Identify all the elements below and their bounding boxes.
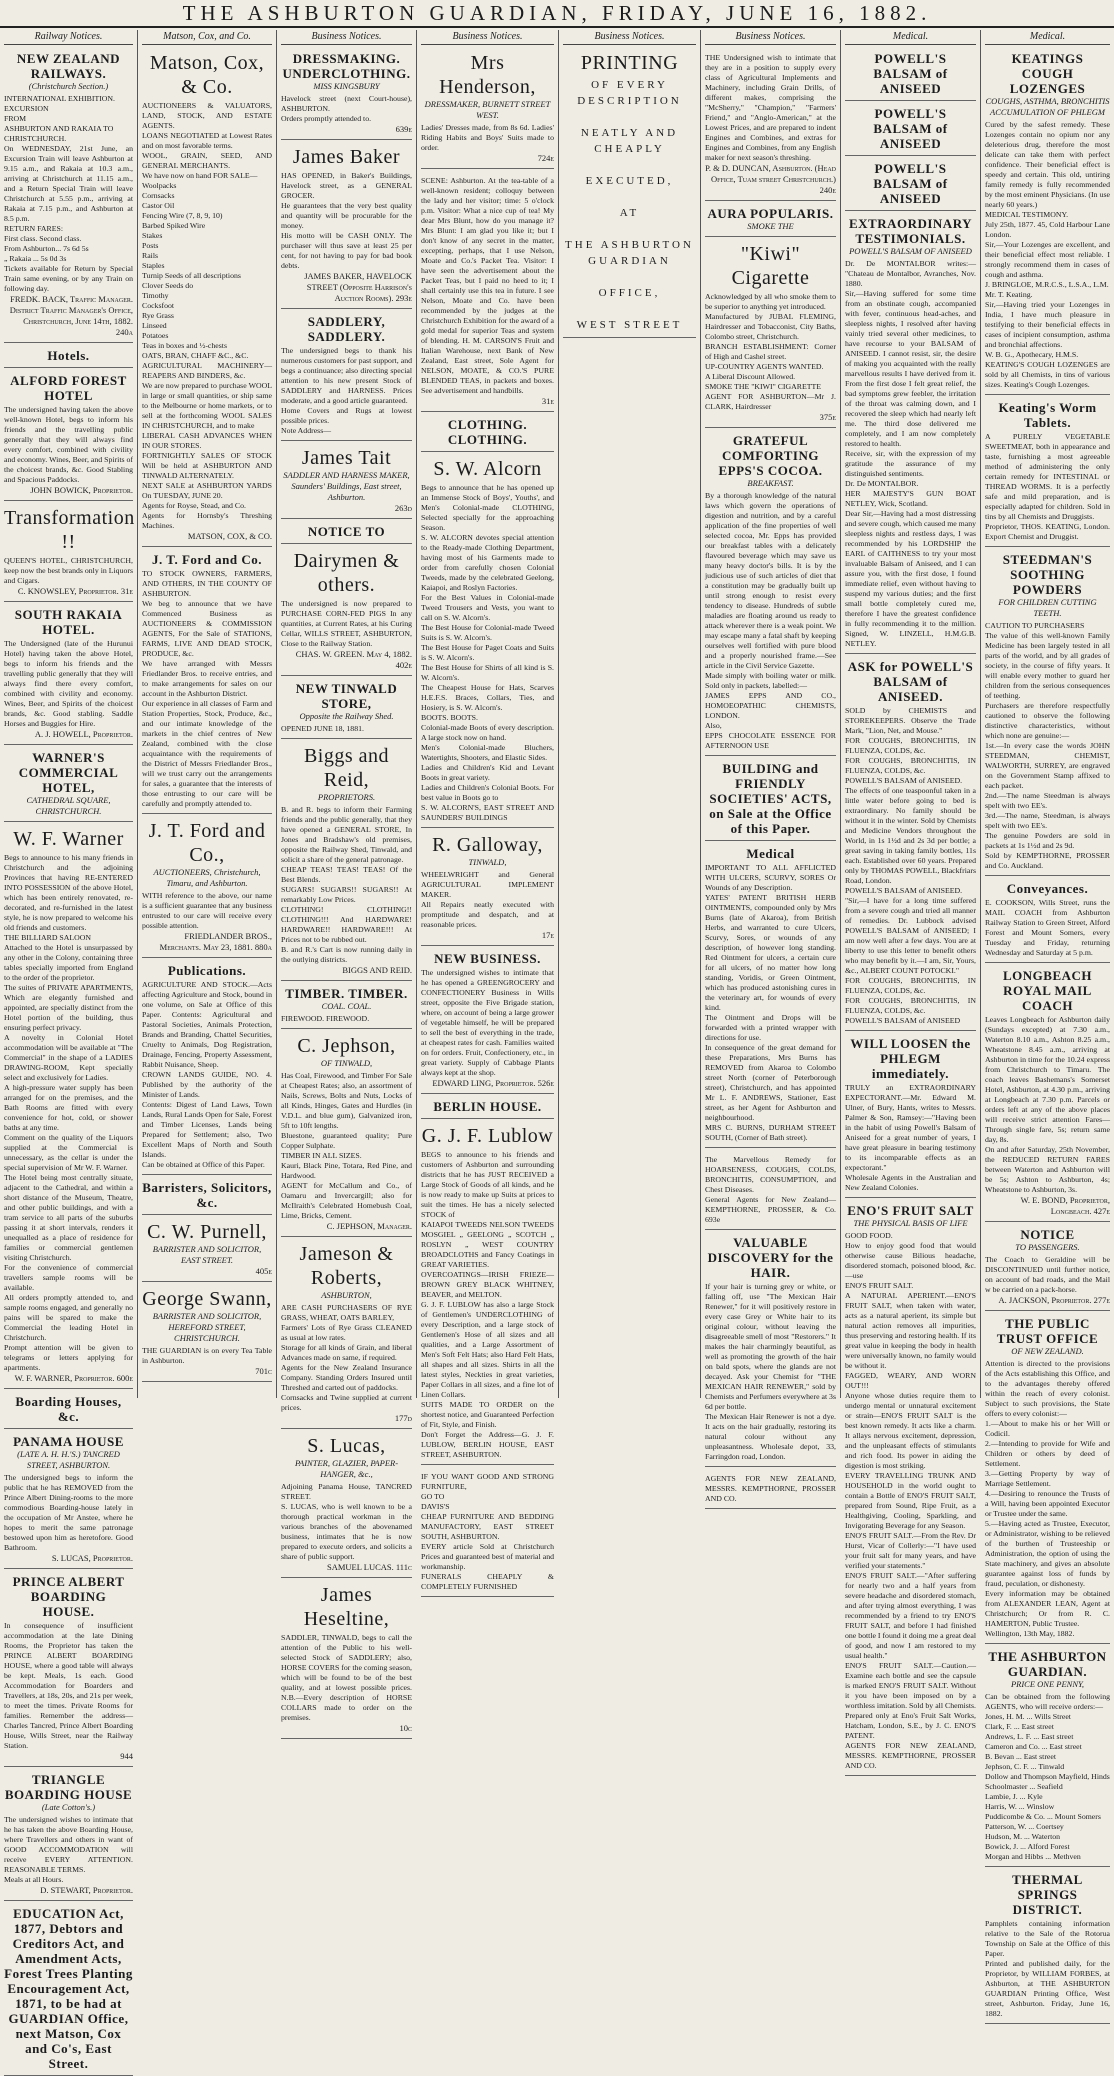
ad-title: W. F. Warner: [13, 828, 124, 850]
ad-signature: 944: [120, 1751, 133, 1761]
ad-title: Transformation !!: [4, 507, 135, 553]
advertisement: [142, 549, 272, 814]
column-8: [980, 30, 1114, 2018]
ad-subtitle: Opposite the Railway Shed.: [299, 711, 394, 721]
ad-signature: S. LUCAS, Proprietor.: [51, 1553, 133, 1563]
ad-signature: FRIEDLANDER BROS., Merchants. May 23, 1881. 880a: [159, 931, 272, 952]
ad-body: The Marvellous Remedy for HOARSENESS, COUGHS, COLDS, BRONCHITIS, CONSUMPTION, and Chest Diseases. General Agents for New Zealand—KEMPTHORNE, PROSSER, & Co. 693e: [705, 1155, 836, 1224]
advertisement: [281, 678, 412, 739]
ad-body: Adjoining Panama House, TANCRED STREET. S. LUCAS, who is well known to be a thorough practical workman in the various branches of the abovenamed business, intimates that he is now prepared to execute orders, and solicits a share of public support.: [281, 1482, 412, 1561]
advertisement: [985, 1313, 1110, 1644]
advertisement: [4, 1571, 133, 1767]
ad-title: Hotels.: [47, 348, 90, 363]
advertisement: [985, 1646, 1110, 1867]
advertisement: [281, 521, 412, 544]
ad-subtitle: (LATE A. H. H.'S.) TANCRED STREET, ASHBURTON.: [17, 1449, 120, 1470]
advertisement: [4, 1391, 133, 1429]
column-5: [558, 30, 700, 1398]
ad-title: NOTICE TO: [307, 524, 386, 539]
ad-signature: JAMES BAKER, HAVELOCK STREET (Opposite Harrison's Auction Rooms). 293e: [304, 271, 412, 303]
ad-body: THE GUARDIAN is on every Tea Table in Ashburton.: [142, 1346, 272, 1365]
advertisement: [142, 48, 272, 547]
ad-title: SOUTH RAKAIA HOTEL.: [14, 607, 123, 637]
ad-title: POWELL'S BALSAM of ANISEED: [873, 161, 948, 206]
ad-title: J. T. Ford and Co.: [151, 552, 262, 567]
ad-title: R. Galloway,: [432, 834, 543, 856]
ad-signature: 701c: [255, 1366, 272, 1376]
advertisement: [705, 1469, 836, 1509]
ad-body: OF EVERY DESCRIPTION NEATLY AND CHEAPLY EXECUTED, AT THE ASHBURTON GUARDIAN OFFICE, WEST STREET: [565, 79, 694, 331]
column-heading: Business Notices.: [563, 30, 696, 45]
advertisement: [4, 1903, 133, 2076]
advertisement: [845, 656, 976, 1031]
advertisement: [985, 878, 1110, 963]
ad-title: NEW ZEALAND RAILWAYS.: [16, 51, 121, 81]
ad-body: GOOD FOOD. How to enjoy good food that would otherwise cause Bilious headache, disordered stomach, poisoned blood, &c.—use ENO'S FRUIT SALT. A NATURAL APERIENT.—ENO'S FRUIT SALT, when taken with water, acts as a natural aperient, its simple but natural action removes all impurities, thus preserving and restoring health. If its great value in keeping the body in health were universally known, no family would be without it. FAGGED, WEARY, AND WORN OUT!!! Anyone whose duties require them to undergo mental or unnatural excitement or strain—ENO'S FRUIT SALT is the best known remedy. It acts like a charm. It allays nervous excitement, depression, and the unpleasant effects of stimulants and rich food. Its power in aiding the digestion is most striking. EVERY TRAVELLING TRUNK AND HOUSEHOLD in the world ought to contain a Bottle of ENO'S FRUIT SALT, prepared from Sound, Ripe Fruit, as a Healthgiving, Cooling, Sparkling, and Invigorating Beverage for any Season. ENO'S FRUIT SALT.—From the Rev. Dr Hurst, Vicar of Collerly:—"I have used your fruit salt for many years, and have verified your statements." ENO'S FRUIT SALT.—"After suffering for nearly two and a half years from severe headache and disordered stomach, and after trying almost everything, I was recommended by a friend to try ENO'S FRUIT SALT, and before I had finished one bottle I found it doing me a great deal of good, and now I am restored to my usual health." ENO'S FRUIT SALT.—Caution.—Examine each bottle and see the capsule is marked ENO'S FRUIT SALT. Without it you have been imposed on by a worthless imitation. Sold by all Chemists. Prepared only at Eno's Fruit Salt Works, Hatcham, London, S.E., by J. C. ENO'S PATENT. AGENTS FOR NEW ZEALAND, MESSRS. KEMPTHORNE, PROSSER AND CO.: [845, 1231, 976, 1770]
advertisement: [705, 843, 836, 1148]
advertisement: [281, 983, 412, 1029]
ad-title: AURA POPULARIS.: [707, 206, 834, 221]
ad-signature: 724e: [537, 153, 554, 163]
masthead-title: THE ASHBURTON GUARDIAN, FRIDAY, JUNE 16, 1882.: [182, 1, 932, 25]
advertisement: [281, 1239, 412, 1429]
ad-title: THE PUBLIC TRUST OFFICE: [996, 1316, 1099, 1346]
ad-title: PRINTING: [580, 52, 679, 74]
ad-subtitle: AUCTIONEERS, Christchurch, Timaru, and Ashburton.: [153, 867, 261, 888]
advertisement: [4, 370, 133, 501]
advertisement: [845, 48, 976, 101]
advertisement: [421, 48, 554, 169]
ad-signature: 639e: [395, 124, 412, 134]
advertisement: [4, 1769, 133, 1901]
ad-title: BUILDING and FRIENDLY SOCIETIES' ACTS, on Sale at the Office of this Paper.: [709, 761, 832, 836]
advertisement: [705, 430, 836, 756]
ad-title: VALUABLE DISCOVERY for the HAIR.: [707, 1235, 834, 1280]
advertisement: [4, 1431, 133, 1569]
ad-title: Mrs Henderson,: [439, 52, 536, 98]
ad-title: Dairymen & others.: [293, 550, 400, 596]
ad-subtitle: BARRISTER AND SOLICITOR, HEREFORD STREET, CHRISTCHURCH.: [152, 1311, 262, 1343]
column-heading: Medical.: [845, 30, 976, 45]
ad-subtitle: COUGHS, ASTHMA, BRONCHITIS ACCUMULATION OF PHLEGM: [985, 96, 1110, 117]
advertisement: [4, 503, 133, 602]
ad-signature: 10c: [399, 1723, 412, 1733]
ad-body: The undersigned wishes to intimate that he has opened a GREENGROCERY and CONFECTIONERY Business in Wills street, opposite the Five Brigade station, where, on account of being a large grower of vegetable himself, he will be prepared to sell the best of everything in the trade, at cheapest rates for cash. Families waited on for orders. Fruit, Confectionery, etc., in great variety. Supply of Cabbage Plants always kept at the shop.: [421, 968, 554, 1077]
advertisement: [985, 1224, 1110, 1311]
column-heading: Matson, Cox, and Co.: [142, 30, 272, 45]
advertisement: [845, 103, 976, 156]
advertisement: [4, 747, 133, 822]
ad-signature: D. STEWART, Proprietor.: [40, 1885, 133, 1895]
ad-body: Cured by the safest remedy. These Lozenges contain no opium nor any deleterious drug, therefore the most delicate can take them with perfect confidence. Their beneficial effect is speedy and certain. This old, untiring family remedy is fully recommended by the most eminent Physicians. (In use nearly 60 years.) MEDICAL TESTIMONY. July 25th, 1877. 45, Cold Harbour Lane London. Sir,—Your Lozenges are excellent, and their beneficial effect most reliable. I strongly recommend them in cases of cough and asthma. J. BRINGLOE, M.R.C.S., L.S.A., L.M. Mr. T. Keating. Sir,—Having tried your Lozenges in India, I have much pleasure in testifying to their beneficial effects in cases of incipient consumption, asthma and bronchial affections. W. B. G., Apothecary, H.M.S. KEATING'S COUGH LOZENGES are sold by all Chemists, in tins of various sizes. Keating's Cough Lozenges.: [985, 120, 1110, 389]
advertisement: [421, 1467, 554, 1597]
ad-subtitle: ASHBURTON,: [321, 1290, 372, 1300]
ad-subtitle: SMOKE THE: [747, 221, 794, 231]
ad-subtitle: DRESSMAKER, BURNETT STREET WEST.: [424, 99, 551, 120]
ad-title: James Heseltine,: [303, 1584, 390, 1630]
ad-title: S. W. Alcorn: [433, 458, 542, 480]
advertisement: [421, 414, 554, 452]
column-heading: Railway Notices.: [4, 30, 133, 45]
advertisement: [281, 48, 412, 140]
ad-subtitle: SADDLER AND HARNESS MAKER, Saunders' Buildings, East street, Ashburton.: [283, 470, 410, 502]
advertisement: [421, 830, 554, 946]
ad-title: WARNER'S COMMERCIAL HOTEL,: [18, 750, 119, 795]
column-6: [700, 30, 840, 1503]
ad-body: E. COOKSON, Wills Street, runs the MAIL COACH from Ashburton Railway Station to Green Street, Alford Forest and Mount Somers, every Tuesday and Friday, returning Wednesday and Saturday at 5 p.m.: [985, 898, 1110, 957]
ad-signature: 375e: [819, 412, 836, 422]
ad-title: James Baker: [292, 146, 401, 168]
ad-body: Leaves Longbeach for Ashburton daily (Sundays excepted) at 7.30 a.m., Waterton 8.10 a.m., Ashton 8.25 a.m., Wheatstone 8.45 a.m., arriving at Ashburton in time for the 10.24 express from Christchurch to Timaru. The coach leaves Bashemans's Somerset Hotel, Ashburton, at 4.30 p.m., arriving at Longbeach at 7.30 p.m. Parcels or orders left at any of the above places will receive strict attention Fares—Through single fare, 5s; return same day, 8s. On and after Saturday, 25th November, the REDUCED RETURN FARES between Waterton and Ashburton will be 5s; Ashton to Ashburton, 4s; Wheatstone to Ashburton, 3s.: [985, 1015, 1110, 1194]
advertisement: [985, 1869, 1110, 2024]
ad-body: The undersigned is now prepared to PURCHASE CORN-FED PIGS In any quantities, at Current Rates, at his Curing Cellar, WILLS STREET, ASHBURTON, Close to the Railway Station.: [281, 599, 412, 648]
advertisement: [142, 816, 272, 958]
ad-title: LONGBEACH ROYAL MAIL COACH: [1002, 968, 1092, 1013]
ad-body: IF YOU WANT GOOD AND STRONG FURNITURE, GO TO DAVIS'S CHEAP FURNITURE AND BEDDING MANUFACTORY, EAST STREET SOUTH, ASHBURTON. EVERY article Sold at Christchurch Prices and guaranteed best of material and workmanship. FUNERALS CHEAPLY & COMPLETELY FURNISHED: [421, 1472, 554, 1591]
ad-title: C. W. Purnell,: [147, 1221, 267, 1243]
ad-signature: JOHN BOWICK, Proprietor.: [30, 485, 133, 495]
ad-title: TIMBER. TIMBER.: [285, 986, 408, 1001]
ad-subtitle: (Late Cotton's.): [41, 1802, 96, 1812]
ad-title: S. Lucas,: [307, 1435, 386, 1457]
advertisement: [142, 960, 272, 1175]
advertisement: [845, 213, 976, 654]
ad-title: Barristers, Solicitors, &c.: [142, 1180, 272, 1210]
ad-body: Dr. De MONTALBOR writes:— "Chateau de Montalbor, Avranches, Nov. 1880. Sir,—Having suffered for some time from an obstinate cough, accompanied with fever, continuous head-aches, and sleepless nights, I resolved after having vainly tried several other medicines, to have recourse to your BALSAM of ANISEED. I cannot resist, sir, the desire of making you acquainted with the really marvellous results I have derived from it. From the first dose I felt great relief, the bad symptoms grew feebler, the irritation of the throat was calming down, and I recovered the sleep which had nearly left me. The third dose delivered me completely, and I am now completely restored to health. Receive, sir, with the expression of my gratitude the assurance of my distinguished sentiments. Dr. De MONTALBOR. HER MAJESTY'S GUN BOAT NETLEY, Wick, Scotland. Dear Sir,—Having had a most distressing and severe cough, which caused me many sleepless nights and restless days, I was recommended by his LORDSHIP the EARL of CAITHNESS to try your most invaluable Balsam of Aniseed, and I can assure you, with the first dose, I found immediate relief, even without having to suspend my various duties; and the first small bottle completely cured me, therefore I have the greatest confidence in fully recommending it to the million. Signed, W. LINZELL, H.M.G.B. NETLEY.: [845, 259, 976, 648]
ad-title: THE ASHBURTON GUARDIAN.: [988, 1649, 1107, 1679]
ad-body: SCENE: Ashburton. At the tea-table of a well-known resident; colloquy between the lady and her visitor; time: 5 o'clock p.m. Visitor: What a nice cup of tea! My dear Mrs Blunt, how do you manage it? Mrs Blunt: I am glad you like it; but I don't know of any secret in the matter, excepting, perhaps, that I use Nelson, Moate and Co.'s Packet Tea. Visitor: I have seen the advertisement about the Packet Teas, but I paid no heed to it; I shall certainly use this tea in future. I see Nelson, Moate and Co. have been recommended by the judges at the Christchurch Exhibition for the award of a gold medal for superior Teas and system of blending. H. M. CARSON'S Fruit and Italian Warehouse, next Bank of New Zealand, East street, Sole Agent for NELSON, MOATE, & CO.'S PURE BLENDED TEAS, in packets and boxes. See advertisement and handbills.: [421, 176, 554, 395]
ad-title: Boarding Houses, &c.: [15, 1394, 122, 1424]
ad-signature: A. J. HOWELL, Proprietor.: [34, 729, 133, 739]
column-heading: Business Notices.: [705, 30, 836, 45]
ad-title: STEEDMAN'S SOOTHING POWDERS: [1002, 552, 1093, 597]
advertisement: [985, 549, 1110, 876]
advertisement: [421, 454, 554, 828]
ad-title: GRATEFUL COMFORTING EPPS'S COCOA.: [718, 433, 823, 478]
ad-signature: CHAS. W. GREEN. May 4, 1882. 402e: [295, 649, 412, 670]
advertisement: [705, 1232, 836, 1467]
ad-body: The undersigned begs to inform the public that he has REMOVED from the Prince Albert Dining-rooms to the more commodious Boarding-house lately in the occupation of Mr Anstee, where he hopes to merit the same patronage bestowed upon him as heretofore. Good Bathroom.: [4, 1473, 133, 1552]
advertisement: [281, 741, 412, 981]
ad-title: PRINCE ALBERT BOARDING HOUSE.: [12, 1574, 125, 1619]
ad-title: NEW TINWALD STORE,: [295, 681, 398, 711]
ad-body: Ladies' Dresses made, from 8s 6d. Ladies' Riding Habits and Boys' Suits made to order.: [421, 123, 554, 152]
column-3: [276, 30, 416, 1733]
ad-title: POWELL'S BALSAM of ANISEED: [873, 51, 948, 96]
ad-body: Acknowledged by all who smoke them to be superior to anything yet introduced. Manufactured by JUBAL FLEMING, Hairdresser and Tobacconist, City Baths, Colombo street, Christchurch. BRANCH ESTABLISHMENT: Corner of High and Cashel street. UP-COUNTRY AGENTS WANTED. A Liberal Discount Allowed. SMOKE THE "KIWI" CIGARETTE AGENT FOR ASHBURTON—Mr J. CLARK, Hairdresser: [705, 292, 836, 411]
advertisement: [705, 239, 836, 428]
advertisement: [705, 48, 836, 201]
ad-title: POWELL'S BALSAM of ANISEED: [873, 106, 948, 151]
advertisement: [705, 203, 836, 237]
ad-signature: 263d: [394, 503, 412, 513]
ad-body: THE Undersigned wish to intimate that they are in a position to supply every class of Agricultural Implements and Machinery, including Grain Drills, of different makes, comprising the "McSherry," "Champion," "Farmers' Friend," and "Anglo-American," at the Lowest Prices, and are prepared to indent Engines and Combines, and extras for Engines and Combines, from any English maker for next season's threshing.: [705, 53, 836, 162]
ad-body: TRULY an EXTRAORDINARY EXPECTORANT.—Mr. Edward M. Ulner, of Bury, Hants, writes to Messrs. Palmer & Son, Ramsey:—"Having been in the habit of using Powell's Balsam of Aniseed for a great number of years, I have great pleasure in bearing testimony to its incomparable effects as an expectorant." Wholesale Agents in the Australian and New Zealand Colonies.: [845, 1083, 976, 1192]
ad-title: George Swann,: [142, 1288, 272, 1310]
advertisement: [4, 48, 133, 343]
ad-title: C. Jephson,: [297, 1035, 396, 1057]
advertisement: [845, 158, 976, 211]
ad-body: A PURELY VEGETABLE SWEETMEAT, both in appearance and taste, furnishing a most agreeable method of administering the only certain remedy for INTESTINAL or THREAD WORMS. It is a perfectly safe and mild preparation, and is especially adapted for children. Sold in tins by all Chemists and Druggists. Proprietor, THOS. KEATING, London. Export Chemist and Druggist.: [985, 432, 1110, 541]
ad-title: Medical: [746, 846, 795, 861]
ad-title: BERLIN HOUSE.: [433, 1099, 542, 1114]
advertisement: [281, 311, 412, 441]
ad-body: INTERNATIONAL EXHIBITION. EXCURSION FROM ASHBURTON AND RAKAIA TO CHRISTCHURCH. On WEDNESDAY, 21st June, an Excursion Train will leave Ashburton at 9.15 a.m., and Rakaia at 10.3 a.m., arriving at Christchurch at 11.15 a.m., and a Return Special Train will leave Christchurch at 5.55 p.m., arriving at Rakaia at 7.15 p.m., and Ashburton at 8.5 p.m. RETURN FARES: First class. Second class. From Ashburton... 7s 6d 5s „ Rakaia ... 5s 0d 3s Tickets available for Return by Special Train same evening, or by any Train on following day.: [4, 94, 133, 293]
ad-body: WHEELWRIGHT and General AGRICULTURAL IMPLEMENT MAKER. All Repairs neatly executed with promptitude and despatch, and at reasonable prices.: [421, 870, 554, 929]
advertisement: [281, 443, 412, 519]
column-2: [137, 30, 276, 1398]
advertisement: [845, 1200, 976, 1776]
ad-signature: 31e: [541, 396, 554, 406]
column-1: [0, 30, 137, 2071]
ad-signature: C. JEPHSON, Manager.: [326, 1221, 412, 1231]
column-7: [840, 30, 980, 1770]
ad-title: Publications.: [167, 963, 247, 978]
ad-title: ASK for POWELL'S BALSAM of ANISEED.: [847, 659, 974, 704]
ad-signature: FREDK. BACK, Traffic Manager. District Traffic Manager's Office, Christchurch, June 14th, 1882. 240a: [9, 294, 133, 337]
advertisement: [421, 1096, 554, 1119]
ad-signature: 17e: [541, 930, 554, 940]
advertisement: [985, 48, 1110, 395]
ad-body: AGENTS FOR NEW ZEALAND, MESSRS. KEMPTHORNE, PROSSER AND CO.: [705, 1474, 836, 1503]
ad-title: TRIANGLE BOARDING HOUSE: [4, 1772, 133, 1802]
ad-subtitle: TINWALD,: [468, 857, 507, 867]
ad-body: The Undersigned (late of the Hurunui Hotel) having taken the above Hotel, begs to inform his friends and the travelling public generally that they will always find there every comfort, combined with civility and economy. Wines, Beer, and Spirits of the choicest brands, &c. Good stabling. Saddle Horses and Buggies for Hire.: [4, 639, 133, 728]
advertisement: [421, 1121, 554, 1465]
ad-body: The undersigned begs to thank his numerous customers for past support, and begs a continuance; also directing special attention to his new present Stock of SADDLERY and HARNESS. Prices moderate, and a good article guaranteed. Home Covers and Rugs at lowest possible prices. Note Address—: [281, 346, 412, 435]
advertisement: [705, 1150, 836, 1230]
ad-title: EDUCATION Act, 1877, Debtors and Creditors Act, and Amendment Acts, Forest Trees Planting Encouragement Act, 1871, to be had at GUARDIAN Office, next Matson, Cox and Co's, East Street.: [4, 1906, 133, 2071]
ad-title: G. J. F. Lublow: [421, 1125, 554, 1147]
ad-subtitle: THE PHYSICAL BASIS OF LIFE: [853, 1218, 968, 1228]
ad-body: Havelock street (next Court-house), ASHBURTON. Orders promptly attended to.: [281, 94, 412, 123]
ad-subtitle: CATHEDRAL SQUARE, CHRISTCHURCH.: [26, 795, 111, 816]
advertisement: [421, 948, 554, 1094]
ad-subtitle: BREAKFAST.: [747, 478, 794, 488]
ad-subtitle: PRICE ONE PENNY,: [1010, 1679, 1085, 1689]
ad-title: Conveyances.: [1006, 881, 1089, 896]
ad-title: "Kiwi" Cigarette: [731, 243, 810, 289]
advertisement: [985, 965, 1110, 1222]
ad-body: AGRICULTURE AND STOCK.—Acts affecting Agriculture and Stock, bound in one volume, on Sale at Office of this Paper. Contents: Agricultural and Pastoral Societies, Animals Protection, Brands and Branding, Chattel Securities, Cruelty to Animals, Dog Registration, Drainage, Fencing, Property Assessment, Rabbit Nuisance, Sheep. CROWN LANDS GUIDE, NO. 4. Published by the authority of the Minister of Lands. Contents: Digest of Land Laws, Town Lands, Rural Lands Open for Sale, Forest and Timber Licenses, Lands being Prepared for Settlement; also, Two Excellent Maps of North and South Islands. Can be obtained at Office of this Paper.: [142, 980, 272, 1169]
ad-body: The undersigned having taken the above well-known Hotel, begs to inform his friends and the travelling public generally that they will always find every comfort, combined with civility and economy. Wines, Beer, and Spirits of the choicest brands, &c. Good Stabling and Spacious Paddocks.: [4, 405, 133, 484]
ad-subtitle: FOR CHILDREN CUTTING TEETH.: [998, 597, 1097, 618]
ad-body: The Coach to Geraldine will be DISCONTINUED until further notice, on account of bad roads, and the Mail w be carried on a pack-horse.: [985, 1255, 1110, 1294]
ad-title: WILL LOOSEN the PHLEGM immediately.: [850, 1036, 971, 1081]
advertisement: [142, 1177, 272, 1215]
ad-title: James Tait: [301, 447, 392, 469]
ad-title: NEW BUSINESS.: [434, 951, 541, 966]
advertisement: [281, 1431, 412, 1578]
ad-subtitle: MISS KINGSBURY: [313, 81, 380, 91]
ad-title: Keating's Worm Tablets.: [998, 400, 1097, 430]
advertisement: [4, 824, 133, 1389]
ad-body: OPENED JUNE 18, 1881.: [281, 724, 364, 733]
ad-title: SADDLERY, SADDLERY.: [307, 314, 386, 344]
ad-title: ALFORD FOREST HOTEL: [10, 373, 127, 403]
ad-body: QUEEN'S HOTEL, CHRISTCHURCH, keep now the best brands only in Liquors and Cigars.: [4, 556, 133, 585]
ad-signature: P. & D. DUNCAN, Ashburton. (Head Office, Tuam street Christchurch.) 240e: [705, 163, 836, 195]
ad-body: SOLD by CHEMISTS and STOREKEEPERS. Observe the Trade Mark, "Lion, Net, and Mouse." FOR COUGHS, BRONCHITIS, IN FLUENZA, COLDS, &c. FOR COUGHS, BRONCHITIS, IN FLUENZA, COLDS, &c. POWELL'S BALSAM of ANISEED. The effects of one teaspoonful taken in a little water before going to bed is extraordinary. No family should be without it in the winter. Sold by Chemists and Medicine Vendors throughout the World, in 1s 1½d and 2s 3d per bottle; a great saving in taking family bottles, 11s each. Established over 60 years. Prepared only by THOMAS POWELL, Blackfriars Road, London. POWELL'S BALSAM of ANISEED. "Sir,—I have for a long time suffered from a severe cough and tried all manner of remedies. Dr. Lubbock advised POWELL'S BALSAM of ANISEED; I am now well after a few days. You are at liberty to use this letter to benefit others who may benefit by it.—I am, Sir, Yours, &c., ALBERT COUNT POTOCKI." FOR COUGHS, BRONCHITIS, IN FLUENZA, COLDS, &c. FOR COUGHS, BRONCHITIS, IN FLUENZA, COLDS, &c. POWELL'S BALSAM of ANISEED: [845, 706, 976, 1025]
advertisement: [4, 345, 133, 368]
advertisement: [705, 758, 836, 841]
ad-signature: A. JACKSON, Proprietor. 277e: [998, 1295, 1110, 1305]
advertisement: [563, 48, 696, 338]
ad-body: AUCTIONEERS & VALUATORS, LAND, STOCK, AND ESTATE AGENTS. LOANS NEGOTIATED at Lowest Rates and on most favorable terms. WOOL, GRAIN, SEED, AND GENERAL MERCHANTS. We have now on hand FOR SALE— Woolpacks Cornsacks Castor Oil Fencing Wire (7, 8, 9, 10) Barbed Spiked Wire Stakes Posts Rails Staples Turnip Seeds of all descriptions Clover Seeds do Timothy Cocksfoot Rye Grass Linseed Potatoes Teas in boxes and ½-chests OATS, BRAN, CHAFF &C., &C. AGRICULTURAL MACHINERY—REAPERS AND BINDERS, &c. We are now prepared to purchase WOOL in large or small quantities, or ship same to the Melbourne or home markets, or to sell at the forthcoming WOOL SALES IN CHRISTCHURCH, and to make LIBERAL CASH ADVANCES WHEN IN OUR STORES. FORTNIGHTLY SALES OF STOCK Will be held at ASHBURTON AND TINWALD ALTERNATELY. NEXT SALE at ASHBURTON YARDS On TUESDAY, JUNE 20. Agents for Royse, Stead, and Co. Agents for Hornsby's Threshing Machines.: [142, 101, 272, 530]
advertisement: [4, 604, 133, 745]
ad-body: CAUTION TO PURCHASERS The value of this well-known Family Medicine has been largely tested in all parts of the world, and by all grades of society, in the course of fifty years. It will enable every mother to guard her children from the serious consequences of teething. Purchasers are therefore respectfully cautioned to observe the following distinctive characteristics, without which none are genuine:— 1st.—In every case the words JOHN STEEDMAN, CHEMIST, WALWORTH, SURREY, are engraved on the Government Stamp affixed to each packet. 2nd.—The name Steedman is always spelt with two EE's. 3rd.—The name, Steedman, is always spelt with two EE's. The genuine Powders are sold in packets at 1s 1½d and 2s 9d. Sold by KEMPTHORNE, PROSSER and Co. Auckland.: [985, 621, 1110, 870]
ad-body: The undersigned wishes to intimate that he has taken the above Boarding House, where Travellers and others in want of GOOD ACCOMMODATION will receive EVERY ATTENTION. REASONABLE TERMS. Meals at all Hours.: [4, 1815, 133, 1884]
ad-title: Matson, Cox, & Co.: [149, 52, 265, 98]
ad-body: Begs to announce that he has opened up an Immense Stock of Boys', Youths', and Men's Colonial-made CLOTHING, Selected specially for the approaching Season. S. W. ALCORN devotes special attention to the Ready-made Clothing Department, having most of his Garments made to order from carefully chosen Colonial Tweeds, made by the celebrated Geelong, Kaiapoi, and Roslyn Factories. For the Best Values in Colonial-made Tweed Trousers and Vests, you want to call on S. W. Alcorn's. The Best House for Colonial-made Tweed Suits is S. W. Alcorn's. The Best House for Paget Coats and Suits is S. W. Alcorn's. The Best House for Shirts of all kind is S. W. Alcorn's. The Cheapest House for Hats, Scarves H.E.F.S. Braces, Collars, Ties, and Hosiery, is S. W. Alcorn's. BOOTS. BOOTS. Colonial-made Boots of every description. A large stock now on hand. Men's Colonial-made Bluchers, Watertights, Shooters, and Elastic Sides. Ladies and Children's Kid and Levant Boots in great variety. Ladies and Children's Colonial Boots. For best value in Boots go to S. W. ALCORN'S, EAST STREET AND SAUNDERS' BUILDINGS: [421, 483, 554, 822]
advertisement: [845, 1033, 976, 1198]
ad-title: CLOTHING. CLOTHING.: [447, 417, 528, 447]
advertisement: [281, 1031, 412, 1237]
ad-title: KEATINGS COUGH LOZENGES: [1009, 51, 1086, 96]
ad-subtitle: TO PASSENGERS.: [1015, 1242, 1080, 1252]
ad-body: Can be obtained from the following AGENTS, who will receive orders:— Jones, H. M. ... Wills Street Clark, F. ... East street Andrews, L. F. ... East street Cameron and Co. ... East street B. Bevan ... East street Jephson, C. F. ... Tinwald Dollow and Thompson Mayfield, Hinds Schoolmaster ... Seafield Lambie, J. ... Kyle Harris, W. ... Winslow Puddicombe & Co. ... Mount Somers Patterson, W. ... Coertsey Hudson, M. ... Waterton Bowick, J. ... Alford Forest Morgan and Hibbs ... Methven: [985, 1692, 1110, 1861]
column-heading: Business Notices.: [281, 30, 412, 45]
advertisement: [985, 397, 1110, 547]
ad-title: NOTICE: [1020, 1227, 1075, 1242]
ad-body: TO STOCK OWNERS, FARMERS, AND OTHERS, IN THE COUNTY OF ASHBURTON. We beg to announce that we have Commenced Business as AUCTIONEERS & COMMISSION AGENTS, For the Sale of STATIONS, FARMS, LIVE AND DEAD STOCK, PRODUCE, &c. We have arranged with Messrs Friedlander Bros. to receive entries, and to make arrangements for sales on our account in the Ashburton District. Our experience in all classes of Farm and Station Properties, Stock, Produce, &c., and our intimate knowledge of the markets in the chief centres of New Zealand, combined with the close acquaintance with the requirements of the District of Messrs Friedlander Bros., will we trust carry out the arrangements for sales, a guarantee that the interests of those entrusting to our care will be carefully and promptly attended to.: [142, 569, 272, 808]
ad-title: J. T. Ford and Co.,: [148, 820, 266, 866]
ad-signature: W. F. WARNER, Proprietor. 600e: [14, 1373, 133, 1383]
advertisement: [142, 1217, 272, 1282]
advertisement: [281, 1580, 412, 1739]
ad-signature: 177d: [394, 1413, 412, 1423]
ad-subtitle: BARRISTER AND SOLICITOR, EAST STREET.: [152, 1244, 262, 1265]
advertisement: [281, 142, 412, 309]
ad-title: EXTRAORDINARY TESTIMONIALS.: [848, 216, 973, 246]
ad-subtitle: OF TINWALD,: [320, 1058, 373, 1068]
ad-signature: EDWARD LING, Proprietor. 526e: [432, 1078, 554, 1088]
ad-body: Has Coal, Firewood, and Timber For Sale at Cheapest Rates; also, an assortment of Nails, Screws, Bolts and Nuts, Locks of all Kinds, Hinges, Gates and Hurdles (in V.D.L. and blue gum), Galvanized iron, 5ft to 10ft lengths. Bluestone, guaranteed quality; Pure Copper Sulphate. TIMBER IN ALL SIZES. Kauri, Black Pine, Totara, Red Pine, and Hardwood. AGENT for McCallum and Co., of Oamaru and Invercargill; also for McIlraith's Celebrated Homebush Coal, Lime, Bricks, Cement.: [281, 1071, 412, 1220]
ad-title: Jameson & Roberts,: [299, 1243, 394, 1289]
ad-body: Begs to announce to his many friends in Christchurch and the adjoining Provinces that having RE-ENTERED INTO POSSESSION of the above Hotel, which has been entirely renovated, re-decorated, and re-furnished in the latest style, he is now prepared to welcome his old friends and customers. THE BILLIARD SALOON Attached to the Hotel is unsurpassed by any other in the Colony, containing three tables specially imported from England to the order of the proprietor. The suites of PRIVATE APARTMENTS, Which are elegantly furnished and appointed, are specially distinct from the Hotel portion of the building, thus ensuring perfect privacy. A novelty in Colonial Hotel accommodation will be available at "The Commercial" in the shape of a LADIES DRAWING-ROOM, Kept specially select and exclusively for Ladies. A high-pressure water supply has been arranged for on the premises, and the Bath Rooms are fitted with every convenience for hot, cold, or shower baths at any time. Comment on the quality of the Liquors supplied at the Commercial is unnecessary, as the cellar is under the special supervision of Mr W. F. Warner. The Hotel being most centrally situate, adjacent to the Cathedral, and within a short distance of the Museum, Theatre, and other public buildings, and with a tram service to all parts of the suburbs passing it at short intervals, renders it unequalled as a place of residence for families or commercial gentlemen visiting Christchurch. For the convenience of commercial travellers sample rooms will be available. All orders promptly attended to, and sample rooms engaged, and generally no pains will be spared to make the Commercial the leading Hotel in Christchurch. Prompt attention will be given to telegrams or letters applying for apartments.: [4, 853, 133, 1372]
masthead: [0, 0, 1114, 28]
ad-body: HAS OPENED, in Baker's Buildings, Havelock street, as a GENERAL GROCER. He guarantees that the very best quality and quantity will be procurable for the money. His motto will be CASH ONLY. The purchaser will thus save at least 25 per cent, for not having to pay for bad book debts.: [281, 171, 412, 270]
ad-subtitle: OF NEW ZEALAND.: [1011, 1346, 1084, 1356]
ad-subtitle: POWELL'S BALSAM OF ANISEED: [849, 246, 972, 256]
ad-body: WITH reference to the above, our name is a sufficient guarantee that any business entrusted to our care will receive every possible attention.: [142, 891, 272, 930]
ad-signature: C. KNOWSLEY, Proprietor. 31e: [17, 586, 133, 596]
ad-body: By a thorough knowledge of the natural laws which govern the operations of digestion and nutrition, and by a careful application of the fine properties of well selected cocoa, Mr. Epps has provided our breakfast tables with a delicately flavoured beverage which may save us many heavy doctor's bills. It is by the judicious use of such articles of diet that a constitution may be gradually built up until strong enough to resist every tendency to disease. Hundreds of subtle maladies are floating around us ready to attack wherever there is a weak point. We may escape many a fatal shaft by keeping ourselves well fortified with pure blood and a properly nourished frame.—See article in the Civil Service Gazette. Made simply with boiling water or milk. Sold only in packets, labelled:— JAMES EPPS AND CO., HOMOEOPATHIC CHEMISTS, LONDON. Also, EPPS CHOCOLATE ESSENCE FOR AFTERNOON USE: [705, 491, 836, 750]
ad-body: B. and R. begs to inform their Farming friends and the public generally, that they have opened a GENERAL STORE, In Jones and Bradshaw's old premises, opposite the Railway Shed, Tinwald, and solicit a share of the general patronage. CHEAP TEAS! TEAS! TEAS! Of the Best Blends. SUGARS! SUGARS!! SUGARS!! At remarkably Low Prices. CLOTHING! CLOTHING!! CLOTHING!!! And HARDWARE! HARDWARE!! HARDWARE!!! At Prices not to be rubbed out. B. and R.'s Cart is now running daily in the outlying districts.: [281, 805, 412, 964]
column-heading: Medical.: [985, 30, 1110, 45]
ad-subtitle: PROPRIETORS.: [317, 792, 376, 802]
ad-body: FIREWOOD. FIREWOOD.: [281, 1014, 370, 1023]
ad-signature: BIGGS AND REID.: [342, 965, 412, 975]
ad-signature: SAMUEL LUCAS. 111c: [327, 1562, 412, 1572]
ad-body: If your hair is turning grey or white, or falling off, use "The Mexican Hair Renewer," for it will positively restore in every case Grey or White hair to its original colour, without leaving the disagreeable smell of most "Restorers." It makes the hair charmingly beautiful, as well as promoting the growth of the hair on bald spots, where the glands are not decayed. Ask your Chemist for "THE MEXICAN HAIR RENEWER," sold by Chemists and Perfumers everywhere at 3s 6d per bottle. The Mexican Hair Renewer is not a dye. It acts on the hair gradually, restoring its natural colour without any unpleasantness. Wholesale depot, 33, Farringdon road, London.: [705, 1282, 836, 1461]
ad-signature: 405e: [255, 1266, 272, 1276]
ad-title: DRESSMAKING. UNDERCLOTHING.: [282, 51, 411, 81]
ad-body: SADDLER, TINWALD, begs to call the attention of the Public to his well-selected Stock of SADDLERY; also, HORSE COVERS for the coming season, which will be found to be of the best quality, and at lowest possible prices. N.B.—Every description of HORSE COLLARS made to order on the premises.: [281, 1633, 412, 1722]
ad-title: PANAMA HOUSE: [13, 1434, 124, 1449]
ad-body: Attention is directed to the provisions of the Acts establishing this Office, and to the advantages thereby offered within the reach of every colonist. Subject to such provisions, the State offers to every colonist:— 1.—About to make his or her Will or Codicil. 2.—Intending to provide for Wife and Children or others by deed of Settlement. 3.—Getting Property by way of Marriage Settlement. 4.—Desiring to renounce the Trusts of a Will, having been appointed Executor or Trustee under the same. 5.—Having acted as Trustee, Executor, or Administrator, wishing to be relieved of the burthen of Trusteeship or Administration, the option of using the State machinery, and gives an absolute guarantee against loss of funds by fraud, peculation, or dishonesty. Every information may be obtained from ALEXANDER LEAN, Agent at Christchurch; Or from R. C. HAMERTON, Public Trustee. Wellington, 13th May, 1882.: [985, 1359, 1110, 1638]
ad-title: ENO'S FRUIT SALT: [847, 1203, 974, 1218]
ad-subtitle: PAINTER, GLAZIER, PAPER-HANGER, &c.,: [294, 1458, 399, 1479]
ad-body: BEGS to announce to his friends and customers of Ashburton and surrounding districts that he has JUST RECEIVED a Large Stock of Goods of all kinds, and he is now ready to make up Suits at prices to suit the times. He has a nicely selected STOCK of KAIAPOI TWEEDS NELSON TWEEDS MOSGIEL „ GEELONG „ SCOTCH „ ROSLYN „ WEST COUNTRY BROADCLOTHS and Fancy Coatings in GREAT VARIETIES. OVERCOATINGS—IRISH FRIEZE—BROWN GREY BLACK WHITNEY, BEAVER, and MELTON. G. J. F. LUBLOW has also a large Stock of Gentlemen's UNDERCLOTHING of every Description, and a large stock of Gentlemen's Hose of all sizes and all qualities, and a Large Assortment of Men's Soft Felt Hats; also Hard Felt Hats, all shapes and all sizes. Shirts in all the latest styles, Neckties in great varieties, Paper Collars in all sizes, and a fine lot of Linen Collars. SUITS MADE TO ORDER on the shortest notice, and Guaranteed Perfection of Fit, Style, and Finish. Don't Forget the Address—G. J. F. LUBLOW, BERLIN HOUSE, EAST STREET, ASHBURTON.: [421, 1150, 554, 1459]
ad-signature: W. E. BOND, Proprietor, Longbeach. 427e: [1020, 1195, 1110, 1216]
column-4: [416, 30, 558, 1591]
ad-body: In consequence of insufficient accommodation at the late Dining Rooms, the Proprietor has taken the PRINCE ALBERT BOARDING HOUSE, where a good table will always be kept. Meals, 1s each. Good Accommodation for Boarders and Travellers, at 18s, 20s, and 21s per week, to meet the times. Private Rooms for families. Remember the address—Charles Tancred, Prince Albert Boarding House, Wills Street, near the Railway Station.: [4, 1621, 133, 1750]
ad-title: THERMAL SPRINGS DISTRICT.: [1012, 1872, 1083, 1917]
ad-signature: MATSON, COX, & CO.: [187, 531, 272, 541]
ad-body: IMPORTANT TO ALL AFFLICTED WITH ULCERS, SCURVY, SORES Or Wounds of any Description. YATES' PATENT BRITISH HERB OINTMENTS, compounded only by Mrs Burns (late of Akaroa), from British Herbs, and warranted to cure Ulcers, Scurvy, Sores, or wounds of any description, of however long standing. Red Ointment for ulcers, a certain cure for all ulcers, of no matter how long standing, Voridis, or Green Ointment, which has produced astonishing cures in the veterinary art, for wounds of every kind. The Ointment and Drops will be forwarded with a printed wrapper with directions for use. In consequence of the great demand for these Preparations, Mrs Burns has REMOVED from Akaroa to Colombo street North (corner of Peterborough street), Christchurch, and has appointed Mr L. F. ANDREWS, Stationer, East street, as her Agent for Ashburton and neighbourhood. MRS C. BURNS, DURHAM STREET SOUTH, (Corner of Bath street).: [705, 863, 836, 1142]
ad-subtitle: COAL. COAL.: [321, 1001, 372, 1011]
advertisement: [421, 171, 554, 412]
ad-body: ARE CASH PURCHASERS OF RYE GRASS, WHEAT, OATS BARLEY, Farmers' Lots of Rye Grass CLEANED as usual at low rates. Storage for all kinds of Grain, and liberal Advances made on same, if required. Agents for the New Zealand Insurance Company. Standing Orders Insured until Threshed and carted out of paddocks. Cornsacks and Twine supplied at current prices.: [281, 1303, 412, 1412]
ad-title: Biggs and Reid,: [303, 745, 390, 791]
advertisement: [142, 1284, 272, 1382]
ad-subtitle: (Christchurch Section.): [28, 81, 109, 91]
ad-body: Pamphlets containing information relative to the Sale of the Rotorua Township on Sale at the Office of this Paper. Printed and published daily, for the Proprietor, by WILLIAM FORBES, at Ashburton, at THE ASHBURTON GUARDIAN Printing Office, West street, Ashburton. Friday, June 16, 1882.: [985, 1919, 1110, 2018]
advertisement: [281, 546, 412, 676]
column-heading: Business Notices.: [421, 30, 554, 45]
